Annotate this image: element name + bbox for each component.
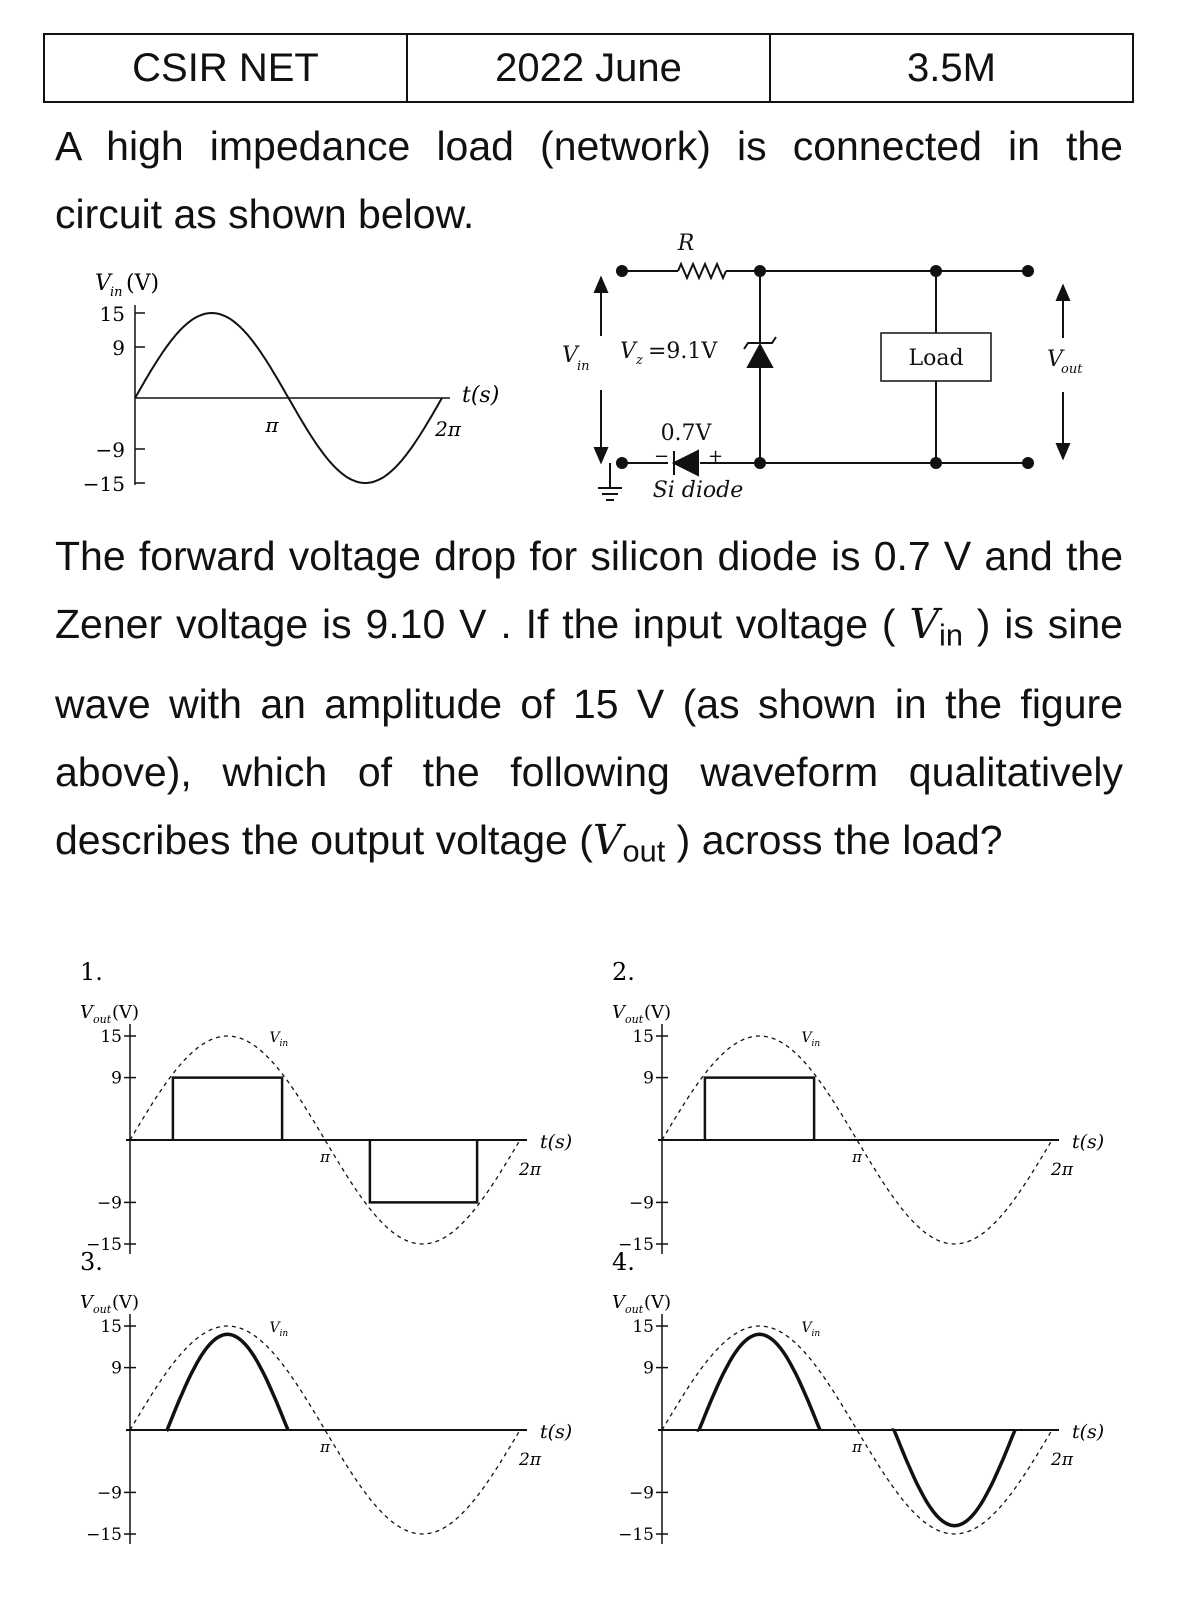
vout-arrowhead-up	[1057, 286, 1069, 300]
option-number: 2.	[612, 958, 635, 986]
input-ytick-9: 9	[112, 336, 125, 360]
option-ylabel-unit: (V)	[644, 1292, 672, 1313]
option-ylabel-sub: out	[625, 1303, 644, 1316]
option-ylabel: V	[80, 1002, 93, 1023]
option-ytick-label: −15	[618, 1235, 654, 1255]
input-ylabel: V	[95, 271, 111, 296]
exam-name: CSIR NET	[45, 35, 408, 101]
option-xlabel: t(s)	[1072, 1421, 1105, 1443]
option-ylabel-unit: (V)	[112, 1002, 140, 1023]
node-in-bottom	[617, 458, 627, 468]
question-body-part3: ) across the load?	[676, 816, 1003, 863]
option-ytick-label: 15	[632, 1027, 654, 1047]
vout-symbol: V	[592, 815, 623, 864]
input-xtick-2pi: 2π	[435, 417, 461, 441]
option-vin-label-sub: in	[279, 1329, 289, 1339]
circuit-vin-sub: in	[577, 359, 590, 374]
node-out-top	[1023, 266, 1033, 276]
option-ylabel-sub: out	[93, 1303, 112, 1316]
option-ytick-label: −9	[628, 1483, 654, 1504]
option-ytick-label: 9	[643, 1358, 654, 1379]
option-ytick-label: −15	[86, 1525, 122, 1545]
input-ylabel-unit: (V)	[126, 271, 160, 296]
option-number: 1.	[80, 958, 103, 986]
option-1[interactable]	[80, 958, 572, 1255]
si-diode-label: Si diode	[652, 478, 744, 503]
option-ytick-label: 9	[111, 1068, 122, 1089]
option-vin-label: V	[269, 1320, 280, 1336]
option-4[interactable]	[612, 1248, 1104, 1545]
exam-session: 2022 June	[408, 35, 771, 101]
option-ylabel-sub: out	[93, 1013, 112, 1026]
option-number: 3.	[80, 1248, 103, 1276]
option-xtick-pi: π	[852, 1438, 862, 1456]
option-ytick-label: 15	[100, 1027, 122, 1047]
option-xlabel: t(s)	[540, 1131, 573, 1153]
vin-subscript: in	[939, 617, 963, 653]
circuit-vout-label: V	[1047, 347, 1063, 372]
zener-sub: z	[636, 353, 643, 368]
vout-arrowhead-down	[1057, 444, 1069, 458]
node-zener-bottom	[755, 458, 765, 468]
option-ytick-label: −9	[96, 1193, 122, 1214]
option-ylabel: V	[612, 1002, 625, 1023]
option-ytick-label: −15	[618, 1525, 654, 1545]
question-body-part1: The forward voltage drop for silicon diode is 0.7 V and the Zener voltage is 9.10 V . If the input voltage (	[55, 533, 1123, 647]
vin-arrowhead-up	[595, 278, 607, 292]
resistor-symbol	[678, 264, 726, 278]
node-zener-top	[755, 266, 765, 276]
option-xlabel: t(s)	[1072, 1131, 1105, 1153]
question-marks: 3.5M	[907, 45, 996, 90]
option-ytick-label: 15	[100, 1317, 122, 1337]
option-vin-label-sub: in	[811, 1329, 821, 1339]
option-vin-label-sub: in	[811, 1039, 821, 1049]
input-xtick-pi: π	[265, 413, 279, 437]
option-xlabel: t(s)	[540, 1421, 573, 1443]
option-xtick-2pi: 2π	[519, 1160, 541, 1180]
option-vout-waveform	[705, 1078, 814, 1140]
option-ytick-label: 9	[111, 1358, 122, 1379]
si-diode-symbol	[674, 451, 698, 475]
option-xtick-pi: π	[320, 1438, 330, 1456]
input-waveform-plot	[83, 271, 500, 496]
diode-drop-label: 0.7V	[660, 421, 712, 446]
zener-label: V	[620, 339, 636, 364]
option-ytick-label: −15	[86, 1235, 122, 1255]
option-3[interactable]	[80, 1248, 572, 1545]
option-ytick-label: −9	[628, 1193, 654, 1214]
option-vin-label: V	[801, 1320, 812, 1336]
option-ylabel: V	[612, 1292, 625, 1313]
option-xtick-pi: π	[320, 1148, 330, 1166]
zener-diode-symbol	[748, 345, 772, 367]
load-label: Load	[908, 346, 964, 371]
input-ytick-n9: −9	[95, 438, 125, 462]
diode-plus-sign: +	[708, 446, 724, 467]
circuit-vin-label: V	[562, 343, 578, 368]
resistor-label: R	[677, 231, 695, 256]
question-intro: A high impedance load (network) is connected in the circuit as shown below.	[55, 123, 1123, 237]
node-load-top	[931, 266, 941, 276]
vout-subscript: out	[622, 833, 666, 869]
option-number: 4.	[612, 1248, 635, 1276]
input-ytick-n15: −15	[82, 472, 125, 496]
question-body-part2: ) is sine wave with an amplitude of 15 V (as shown in the figure above), which of the following waveform qualitatively describes the output voltage (	[55, 601, 1123, 863]
zener-value: =9.1V	[648, 339, 718, 364]
option-xtick-2pi: 2π	[1051, 1160, 1073, 1180]
option-vin-label: V	[801, 1030, 812, 1046]
option-vin-label-sub: in	[279, 1039, 289, 1049]
option-2[interactable]	[612, 958, 1104, 1255]
circuit-vout-sub: out	[1061, 362, 1083, 377]
option-ylabel-sub: out	[625, 1013, 644, 1026]
node-in-top	[617, 266, 627, 276]
option-xtick-2pi: 2π	[1051, 1450, 1073, 1470]
vin-symbol: V	[909, 600, 939, 648]
node-load-bottom	[931, 458, 941, 468]
vin-arrowhead-down	[595, 448, 607, 462]
option-ylabel-unit: (V)	[112, 1292, 140, 1313]
option-xtick-2pi: 2π	[519, 1450, 541, 1470]
option-ylabel: V	[80, 1292, 93, 1313]
option-vin-label: V	[269, 1030, 280, 1046]
option-ytick-label: 9	[643, 1068, 654, 1089]
option-ytick-label: −9	[96, 1483, 122, 1504]
input-xlabel: t(s)	[462, 383, 500, 408]
option-ytick-label: 15	[632, 1317, 654, 1337]
input-ylabel-sub: in	[110, 285, 123, 300]
diode-minus-sign: −	[654, 446, 670, 467]
node-out-bottom	[1023, 458, 1033, 468]
input-ytick-15: 15	[99, 302, 125, 326]
option-ylabel-unit: (V)	[644, 1002, 672, 1023]
option-xtick-pi: π	[852, 1148, 862, 1166]
answer-options	[80, 958, 1104, 1545]
